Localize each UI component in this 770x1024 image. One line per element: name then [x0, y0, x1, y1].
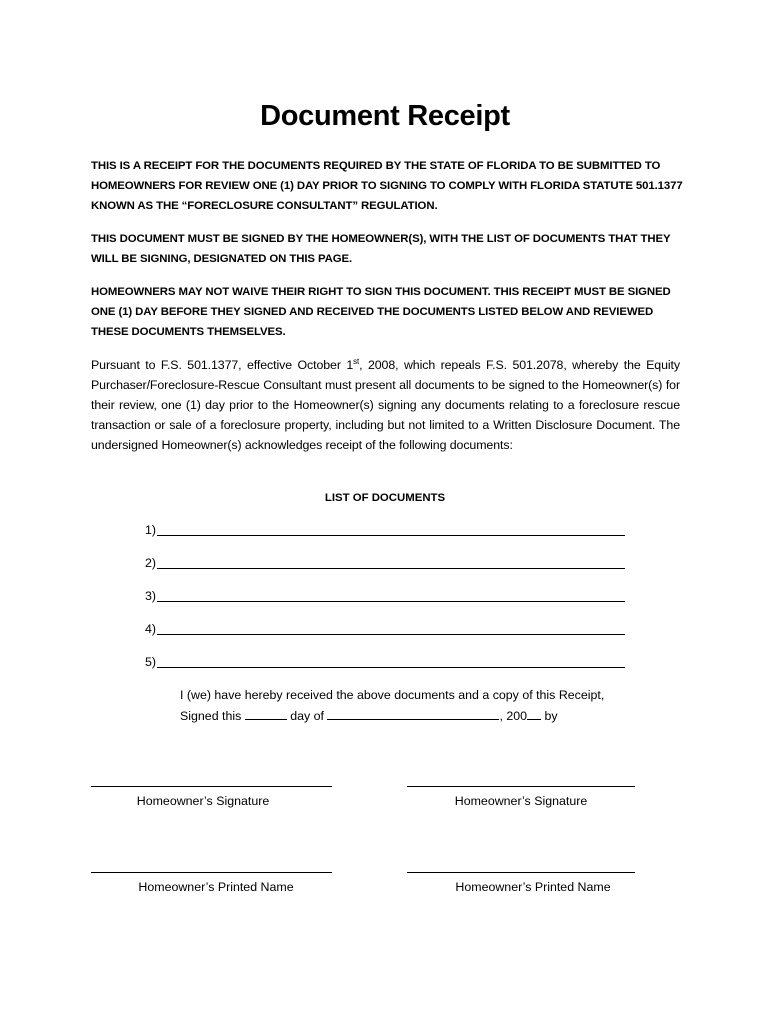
printed-name-line-right[interactable] — [407, 872, 635, 873]
day-of-label: day of — [290, 709, 324, 723]
document-entry-line[interactable] — [157, 568, 625, 569]
signed-date-line — [180, 705, 650, 726]
homeowner-printed-name-label-left: Homeowner’s Printed Name — [138, 880, 294, 894]
signed-this-label: Signed this — [180, 709, 242, 723]
document-list-item-3 — [145, 586, 625, 606]
document-list-item-4 — [145, 619, 625, 639]
list-item-number: 5) — [145, 655, 157, 669]
day-blank[interactable] — [245, 705, 287, 720]
signature-line-right[interactable] — [407, 786, 635, 787]
printed-name-line-left[interactable] — [91, 872, 332, 873]
notice-paragraph-3: HOMEOWNERS MAY NOT WAIVE THEIR RIGHT TO SIGN THIS DOCUMENT. THIS RECEIPT MUST BE SIGNED ONE (1) DAY BEFORE THEY SIGNED AND RECEIVED THE DOCUMENTS LISTED BELOW AND REVIEWED THESE DOCUMENTS THEMSELVES. — [91, 286, 671, 338]
homeowner-printed-name-label-right: Homeowner’s Printed Name — [455, 880, 611, 894]
year-blank[interactable] — [527, 705, 541, 720]
homeowner-signature-label-right: Homeowner’s Signature — [454, 794, 588, 808]
signature-line-left[interactable] — [91, 786, 332, 787]
document-entry-line[interactable] — [157, 634, 625, 635]
month-blank[interactable] — [327, 705, 499, 720]
document-entry-line[interactable] — [157, 667, 625, 668]
document-entry-line[interactable] — [157, 601, 625, 602]
list-item-number: 4) — [145, 622, 157, 636]
document-list-item-2 — [145, 553, 625, 573]
document-list-item-5 — [145, 652, 625, 672]
notice-paragraph-2: THIS DOCUMENT MUST BE SIGNED BY THE HOMEOWNER(S), WITH THE LIST OF DOCUMENTS THAT THEY WILL BE SIGNING, DESIGNATED ON THIS PAGE. — [91, 233, 671, 265]
list-of-documents-heading: LIST OF DOCUMENTS — [324, 492, 446, 504]
notice-paragraph-1: THIS IS A RECEIPT FOR THE DOCUMENTS REQUIRED BY THE STATE OF FLORIDA TO BE SUBMITTED TO HOMEOWNERS FOR REVIEW ONE (1) DAY PRIOR TO SIGNING TO COMPLY WITH FLORIDA STATUTE 501.1377 KNOWN AS THE “FORECLOSURE CONSULTANT” REGULATION. — [91, 160, 683, 212]
statute-text-part-2: , 2008, which repeals F.S. 501.2078, whereby the Equity Purchaser/Foreclosure-Rescue Consultant must present all documents to be signed to the Homeowner(s) for their review, one (1) day prior to the Homeowner(s) signing any documents relating to a foreclosure rescue transaction or sale of a foreclosure property, including but not limited to a Written Disclosure Document. The undersigned Homeowner(s) acknowledges receipt of the following documents: — [91, 358, 680, 452]
statute-paragraph — [91, 355, 680, 455]
year-prefix: , 200 — [499, 709, 527, 723]
ordinal-suffix: st — [353, 356, 360, 366]
statute-text-part-1: Pursuant to F.S. 501.1377, effective October 1 — [91, 358, 354, 372]
acknowledgement-line: I (we) have hereby received the above documents and a copy of this Receipt, — [180, 688, 605, 702]
homeowner-signature-label-left: Homeowner’s Signature — [136, 794, 270, 808]
document-title: Document Receipt — [260, 100, 510, 132]
list-item-number: 2) — [145, 556, 157, 570]
by-label: by — [544, 709, 558, 723]
document-list-item-1 — [145, 520, 625, 540]
document-entry-line[interactable] — [157, 535, 625, 536]
list-item-number: 1) — [145, 523, 157, 537]
list-item-number: 3) — [145, 589, 157, 603]
